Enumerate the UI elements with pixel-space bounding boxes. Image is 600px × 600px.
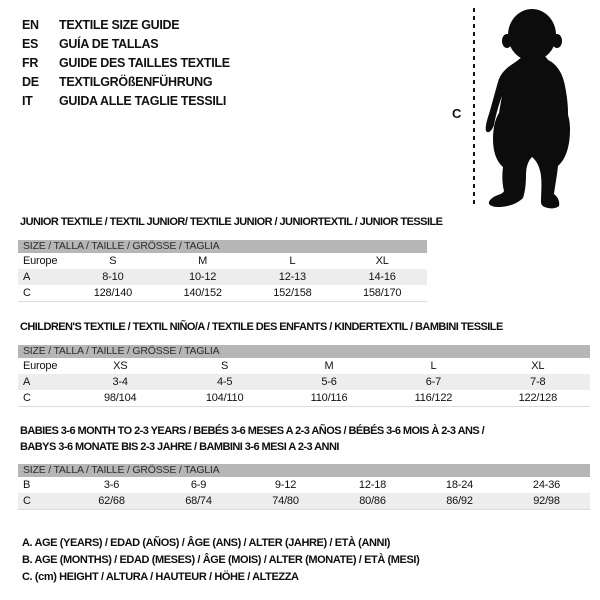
language-row	[22, 53, 230, 72]
row-label: C	[23, 287, 31, 299]
size-table	[18, 464, 590, 510]
table-cell: 12-18	[358, 479, 387, 491]
row-label: Europe	[23, 360, 58, 372]
language-row	[22, 91, 230, 110]
table-cell: XL	[375, 255, 389, 267]
row-label: A	[23, 271, 31, 283]
table-row	[18, 285, 427, 301]
table-cell: XS	[113, 360, 128, 372]
table-size-header: SIZE / TALLA / TAILLE / GRÖSSE / TAGLIA	[18, 345, 590, 358]
table-section	[18, 423, 590, 511]
language-code: DE	[22, 74, 39, 89]
row-label: C	[23, 495, 31, 507]
table-cell: 80/86	[359, 495, 386, 507]
language-label: GUIDE DES TAILLES TEXTILE	[59, 55, 230, 70]
table-row	[18, 358, 590, 374]
language-label: GUIDA ALLE TAGLIE TESSILI	[59, 93, 227, 108]
table-cell: 92/98	[533, 495, 560, 507]
language-code: ES	[22, 36, 39, 51]
table-title: BABIES 3-6 MONTH TO 2-3 YEARS / BEBÉS 3-6 MESES A 2-3 AÑOS / BÉBÉS 3-6 MOIS À 2-3 ANS /	[20, 425, 485, 437]
table-cell: 14-16	[368, 271, 396, 283]
language-label: TEXTILGRÖßENFÜHRUNG	[59, 74, 213, 89]
table-row	[18, 374, 590, 390]
table-cell: 3-6	[103, 479, 120, 491]
table-cell: 18-24	[445, 479, 474, 491]
table-cell: 4-5	[216, 376, 233, 388]
table-cell: 152/158	[273, 287, 312, 299]
table-size-header: SIZE / TALLA / TAILLE / GRÖSSE / TAGLIA	[18, 464, 590, 477]
row-label: C	[23, 392, 31, 404]
language-title-block	[22, 15, 230, 110]
table-cell: 122/128	[518, 392, 558, 404]
table-cell: 140/152	[183, 287, 222, 299]
table-cell: 86/92	[446, 495, 473, 507]
table-title: JUNIOR TEXTILE / TEXTIL JUNIOR/ TEXTILE JUNIOR / JUNIORTEXTIL / JUNIOR TESSILE	[20, 216, 443, 228]
table-cell: 7-8	[530, 376, 546, 388]
table-cell: L	[289, 255, 296, 267]
language-row	[22, 15, 230, 34]
language-label: TEXTILE SIZE GUIDE	[59, 17, 180, 32]
row-label: A	[23, 376, 31, 388]
table-cell: 104/110	[205, 392, 244, 404]
table-cell: 116/122	[414, 392, 453, 404]
table-cell: 10-12	[189, 271, 217, 283]
table-cell: 110/116	[310, 392, 348, 404]
table-cell: M	[198, 255, 208, 267]
table-row	[18, 269, 427, 285]
legend-item: C. (cm) HEIGHT / ALTURA / HAUTEUR / HÖHE / ALTEZZA	[22, 571, 299, 583]
table-cell: XL	[531, 360, 545, 372]
table-cell: 128/140	[93, 287, 133, 299]
language-code: IT	[22, 93, 33, 108]
table-cell: 158/170	[362, 287, 402, 299]
size-table	[18, 345, 590, 407]
table-cell: 3-4	[112, 376, 128, 388]
table-cell: S	[221, 360, 229, 372]
table-cell: M	[324, 360, 334, 372]
table-title: CHILDREN'S TEXTILE / TEXTIL NIÑO/A / TEXTILE DES ENFANTS / KINDERTEXTIL / BAMBINI TESSILE	[20, 321, 503, 333]
height-measure-dashed-line	[473, 8, 475, 207]
table-size-header: SIZE / TALLA / TAILLE / GRÖSSE / TAGLIA	[18, 240, 427, 253]
table-cell: 9-12	[274, 479, 297, 491]
table-section	[18, 214, 443, 303]
table-cell: 68/74	[185, 495, 212, 507]
table-cell: 6-9	[190, 479, 207, 491]
table-row	[18, 493, 590, 509]
table-cell: 12-13	[278, 271, 306, 283]
table-cell: S	[109, 255, 117, 267]
row-label: B	[23, 479, 31, 491]
table-row	[18, 390, 590, 406]
table-cell: 98/104	[103, 392, 137, 404]
row-label: Europe	[23, 255, 58, 267]
table-cell: 8-10	[102, 271, 124, 283]
language-row	[22, 72, 230, 91]
table-section	[18, 319, 590, 408]
table-row	[18, 253, 427, 269]
legend-item: B. AGE (MONTHS) / EDAD (MESES) / ÂGE (MOIS) / ALTER (MONATE) / ETÀ (MESI)	[22, 554, 420, 566]
table-cell: 62/68	[98, 495, 125, 507]
language-code: FR	[22, 55, 39, 70]
table-row	[18, 477, 590, 493]
table-cell: 74/80	[272, 495, 299, 507]
language-code: EN	[22, 17, 39, 32]
table-cell: 24-36	[532, 479, 561, 491]
size-table	[18, 240, 427, 302]
height-measure-label: C	[452, 106, 462, 121]
toddler-silhouette-icon	[484, 8, 579, 210]
table-cell: L	[430, 360, 437, 372]
legend	[22, 535, 419, 586]
table-cell: 6-7	[425, 376, 442, 388]
table-cell: 5-6	[321, 376, 337, 388]
legend-item: A. AGE (YEARS) / EDAD (AÑOS) / ÂGE (ANS) / ALTER (JAHRE) / ETÀ (ANNI)	[22, 537, 390, 549]
language-label: GUÍA DE TALLAS	[59, 36, 159, 51]
table-title: BABYS 3-6 MONATE BIS 2-3 JAHRE / BAMBINI 3-6 MESI A 2-3 ANNI	[20, 441, 339, 453]
language-row	[22, 34, 230, 53]
